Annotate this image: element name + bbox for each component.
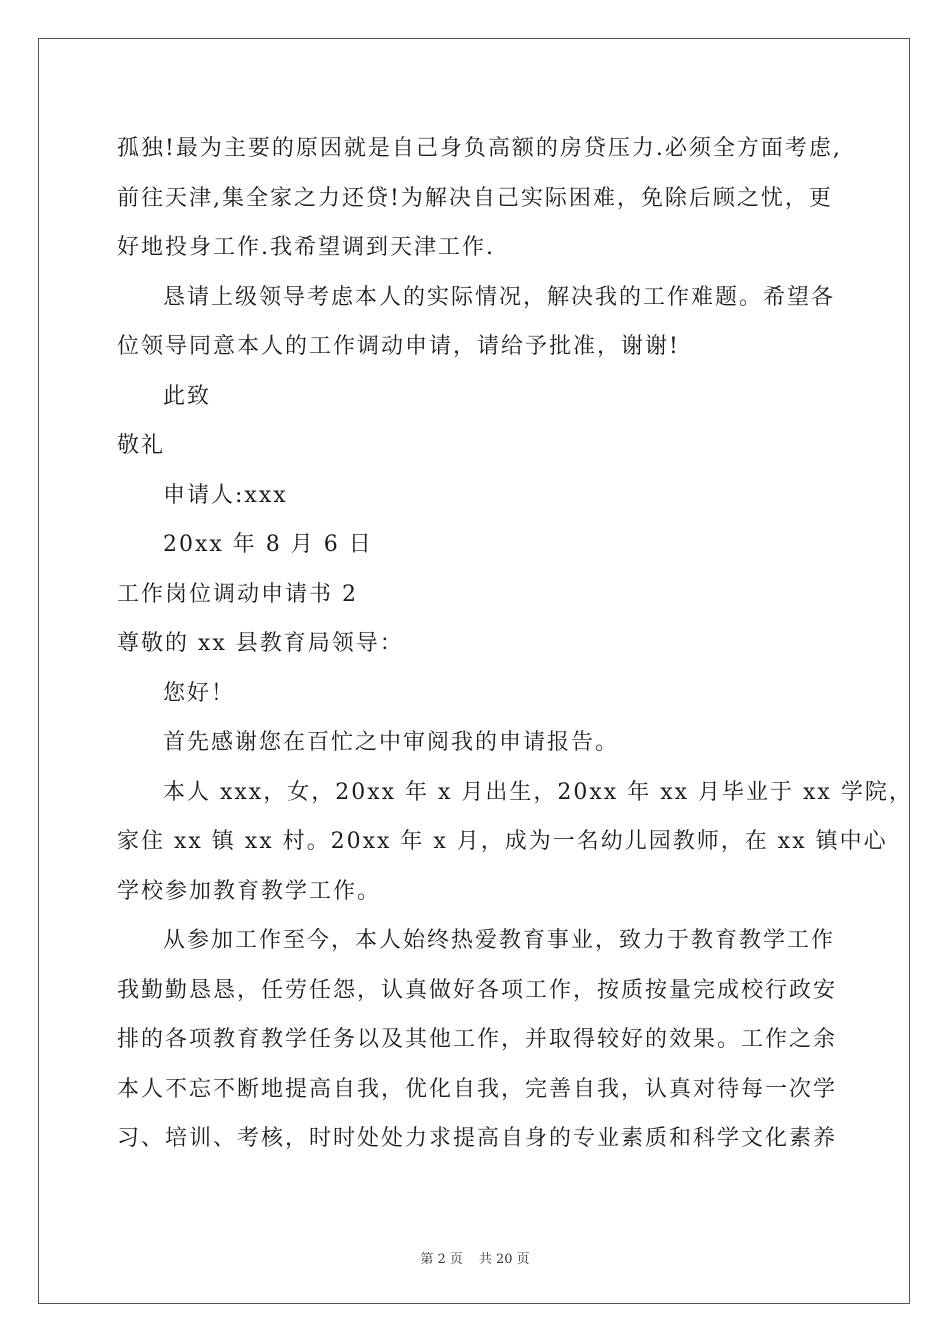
text-line: 前往天津,集全家之力还贷!为解决自己实际困难，免除后顾之忧，更 <box>117 185 833 211</box>
text-line: 我勤勤恳恳，任劳任怨，认真做好各项工作，按质按量完成校行政安 <box>117 977 838 1003</box>
page-footer <box>0 1248 950 1267</box>
text-line: 习、培训、考核，时时处处力求提高自身的专业素质和科学文化素养 <box>117 1126 838 1151</box>
section-title: 工作岗位调动申请书 2 <box>117 581 358 607</box>
document-body <box>117 124 913 1164</box>
salutation-closing: 此致 <box>163 383 212 409</box>
text-line: 学校参加教育教学工作。 <box>117 878 382 904</box>
text-line: 排的各项教育教学任务以及其他工作，并取得较好的效果。工作之余 <box>117 1027 838 1052</box>
text-line: 好地投身工作.我希望调到天津工作. <box>117 235 495 260</box>
greeting: 您好！ <box>163 680 236 706</box>
text-line: 本人不忘不断地提高自我，优化自我，完善自我，认真对待每一次学 <box>117 1076 838 1102</box>
letter-addressee: 尊敬的 xx 县教育局领导： <box>117 631 404 656</box>
text-line: 首先感谢您在百忙之中审阅我的申请报告。 <box>163 730 620 755</box>
text-line: 孤独!最为主要的原因就是自己身负高额的房贷压力.必须全方面考虑, <box>117 136 842 161</box>
applicant-signature: 申请人:xxx <box>163 482 288 508</box>
salutation-respect: 敬礼 <box>117 433 166 458</box>
text-line: 恳请上级领导考虑本人的实际情况，解决我的工作难题。希望各 <box>163 284 836 310</box>
page-total: 共 20 页 <box>478 1252 530 1267</box>
page-number: 第 2 页 <box>420 1252 463 1267</box>
text-line: 本人 xxx，女，20xx 年 x 月出生，20xx 年 xx 月毕业于 xx 学院， <box>163 779 913 805</box>
application-date: 20xx 年 8 月 6 日 <box>163 532 373 557</box>
text-line: 从参加工作至今，本人始终热爱教育事业，致力于教育教学工作 <box>163 928 836 953</box>
text-line: 位领导同意本人的工作调动申请，请给予批准，谢谢! <box>117 334 680 359</box>
text-line: 家住 xx 镇 xx 村。20xx 年 x 月，成为一名幼儿园教师，在 xx 镇中心 <box>117 829 888 854</box>
